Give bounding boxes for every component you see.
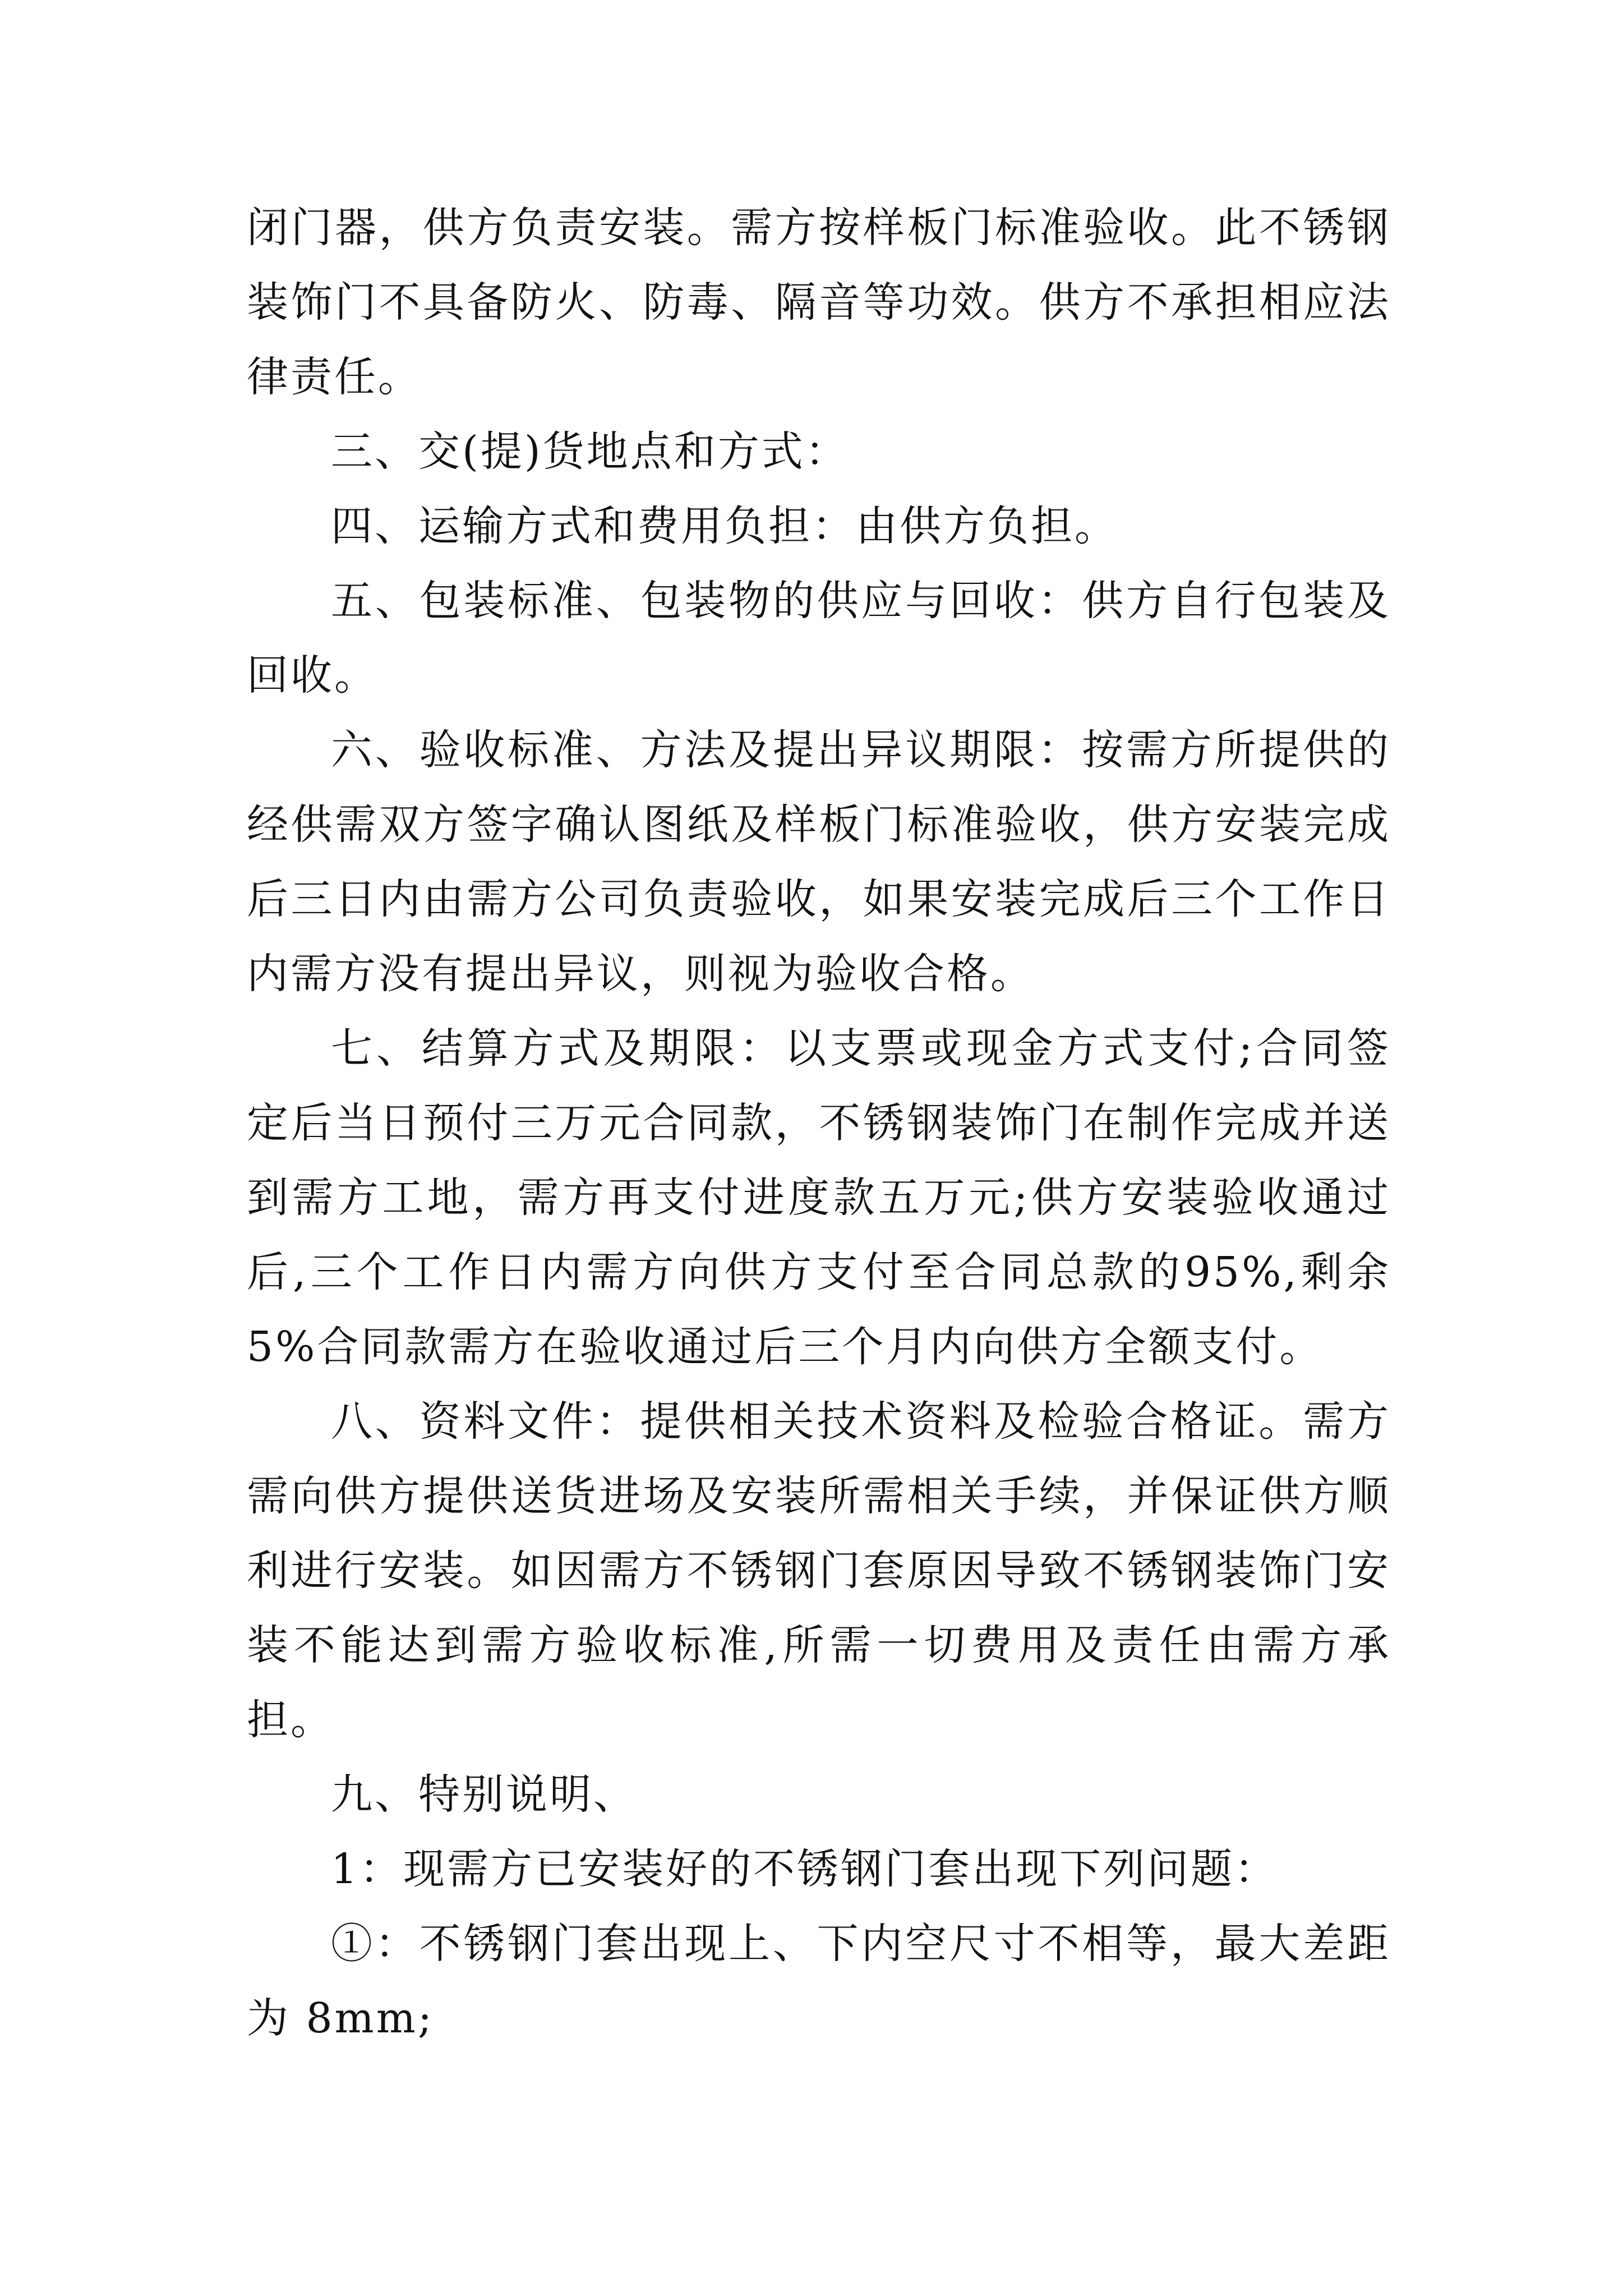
paragraph-door-closer: 闭门器，供方负责安装。需方按样板门标准验收。此不锈钢装饰门不具备防火、防毒、隔音等功效。供方不承担相应法律责任。 [247, 204, 1391, 401]
paragraph-documents: 八、资料文件：提供相关技术资料及检验合格证。需方需向供方提供送货进场及安装所需相关手续，并保证供方顺利进行安装。如因需方不锈钢门套原因导致不锈钢装饰门安装不能达到需方验收标准,所需一切费用及责任由需方承担。 [247, 1397, 1391, 1744]
paragraph-packaging: 五、包装标准、包装物的供应与回收：供方自行包装及回收。 [247, 577, 1391, 700]
paragraph-acceptance: 六、验收标准、方法及提出异议期限：按需方所提供的经供需双方签字确认图纸及样板门标准验收，供方安装完成后三日内由需方公司负责验收，如果安装完成后三个工作日内需方没有提出异议，则视为验收合格。 [247, 726, 1391, 998]
paragraph-special-notes: 九、特别说明、 [331, 1770, 637, 1819]
paragraph-settlement: 七、结算方式及期限：以支票或现金方式支付;合同签定后当日预付三万元合同款，不锈钢装饰门在制作完成并送到需方工地，需方再支付进度款五万元;供方安装验收通过后,三个工作日内需方向供方支付至合同总款的95%,剩余5%合同款需方在验收通过后三个月内向供方全额支付。 [247, 1024, 1391, 1371]
paragraph-transport-cost: 四、运输方式和费用负担：由供方负担。 [331, 502, 1118, 550]
paragraph-issue-1: 1：现需方已安装好的不锈钢门套出现下列问题： [331, 1845, 1279, 1893]
paragraph-delivery-location: 三、交(提)货地点和方式： [331, 427, 849, 476]
paragraph-issue-1a: ①：不锈钢门套出现上、下内空尺寸不相等，最大差距为 8mm; [247, 1920, 1391, 2042]
contract-body [247, 191, 1391, 2056]
